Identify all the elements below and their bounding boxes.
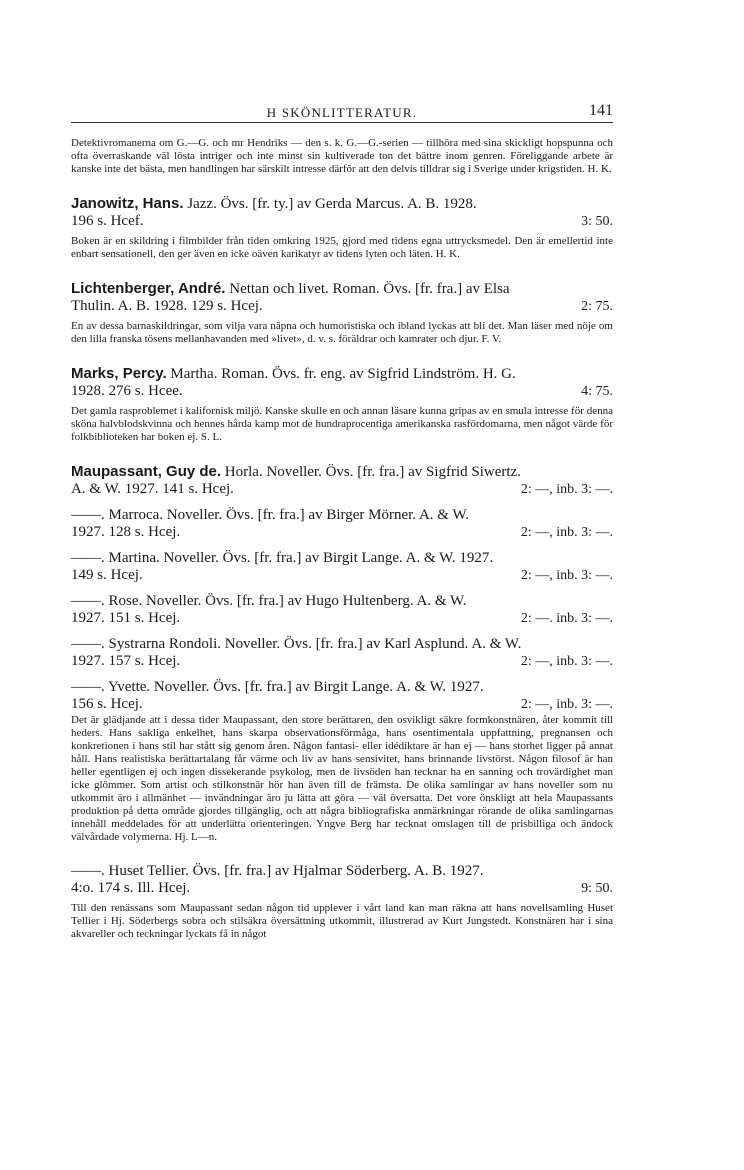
bibliographic-entry (71, 679, 613, 713)
entry-meta-line (71, 696, 613, 713)
entry-title-line: ——. Martina. Noveller. Övs. [fr. fra.] av Birgit Lange. A. & W. 1927. (71, 550, 494, 566)
entry-meta: Thulin. A. B. 1928. 129 s. Hcej. (71, 298, 263, 314)
bibliographic-entry (71, 863, 613, 897)
entry-meta: 4:o. 174 s. Ill. Hcej. (71, 880, 191, 896)
entry-title-line: Martha. Roman. Övs. fr. eng. av Sigfrid Lindström. H. G. (166, 366, 516, 382)
review-text: Detektivromanerna om G.—G. och mr Hendriks — den s. k. G.—G.-serien — tillhöra med sina skickligt hopspunna och ofta överraskande väl lösta intriger och inte minst sin kultiverade ton det bättre inom genren. Föreliggande arbete är kanske inte det bästa, men handlingen har särskilt intresse därför att den delvis tilldrar sig i Sverige under krigstiden. H. K. (71, 137, 613, 175)
entry-price: 2: —, inb. 3: —. (520, 482, 613, 497)
entry-price: 4: 75. (581, 384, 613, 399)
entry-meta: A. & W. 1927. 141 s. Hcej. (71, 481, 234, 497)
entry-price: 2: —, inb. 3: —. (520, 568, 613, 583)
entry-meta-line (71, 880, 613, 897)
entry-meta: 196 s. Hcef. (71, 213, 144, 229)
entry-price: 2: —, inb. 3: —. (520, 525, 613, 540)
section-title: H SKÖNLITTERATUR. (266, 105, 418, 120)
page-number: 141 (589, 102, 613, 119)
entry-author: Janowitz, Hans. (71, 195, 184, 212)
entry-title-line: ——. Yvette. Noveller. Övs. [fr. fra.] av Birgit Lange. A. & W. 1927. (71, 679, 484, 695)
bibliographic-entry (71, 636, 613, 670)
bibliographic-entry (71, 365, 613, 400)
entry-price: 2: 75. (581, 299, 613, 314)
bibliographic-entry (71, 550, 613, 584)
bibliographic-entry (71, 463, 613, 498)
entry-title-line: ——. Marroca. Noveller. Övs. [fr. fra.] av Birger Mörner. A. & W. (71, 507, 469, 523)
review-text: En av dessa barnaskildringar, som vilja vara näpna och humoristiska och ibland lyckas att bli det. Man läser med nöje om den lilla franska tösens mellanhavanden med »livet», d. v. s. föräldrar och kamrater och djur. F. V. (71, 320, 613, 345)
entry-meta-line (71, 481, 613, 498)
bibliographic-entry (71, 507, 613, 541)
entry-price: 2: —. inb. 3: —. (520, 611, 613, 626)
entry-price: 3: 50. (581, 214, 613, 229)
entry-title-line: Jazz. Övs. [fr. ty.] av Gerda Marcus. A. B. 1928. (183, 196, 477, 212)
bibliographic-entry (71, 280, 613, 315)
entry-meta-line (71, 213, 613, 230)
bibliographic-entry (71, 593, 613, 627)
running-header (71, 100, 613, 123)
review-text: Det är glädjande att i dessa tider Maupassant, den store berättaren, den osvikligt säkre formkonstnären, åter kommit till heders. Hans sakliga enkelhet, hans skarpa observationsförmåga, hans osentimentala uppfattning, pregnansen och konkretionen i hans stil har stått sig genom åren. Någon fantasi- eller idédiktare är han ej — hans storhet ligger på annat håll. Hans realistiska berättartalang får värme och liv av hans sensivitet, hans brinnande livstörst. Någon filosof är han heller egentligen ej och ingen dissekerande psykolog, men de livsöden han tecknar ha en sanning och trovärdighet man icke glömmer. Som artist och stilkonstnär hör han även till de främsta. De olika samlingar av hans noveller som nu utkommit äro i allmänhet — invändningar äro ju lätta att göra — väl översatta. Det vore önskligt att hela Maupassants produktion på detta område gjordes tillgänglig, och att några bibliografiska anmärkningar rörande de olika samlingarnas innehåll meddelades för att underlätta orienteringen. Yngve Berg har tecknat omslagen till de prisbilliga och ändock välvårdade volymerna. Hj. L—n. (71, 714, 613, 843)
entry-author: Lichtenberger, André. (71, 280, 226, 297)
entry-meta-line (71, 383, 613, 400)
bibliographic-entry (71, 195, 613, 230)
entry-meta: 1927. 157 s. Hcej. (71, 653, 181, 669)
review-text: Till den renässans som Maupassant sedan någon tid upplever i vårt land kan man räkna att hans novellsamling Huset Tellier i Hj. Söderbergs sobra och stilsäkra översättning utkommit, illustrerad av Kurt Jungstedt. Konstnären har i sina akvareller och teckningar lyckats få in något (71, 902, 613, 940)
entry-title-line: ——. Systrarna Rondoli. Noveller. Övs. [fr. fra.] av Karl Asplund. A. & W. (71, 636, 522, 652)
page (71, 100, 613, 941)
entry-meta: 1927. 151 s. Hcej. (71, 610, 181, 626)
entry-meta-line (71, 567, 613, 584)
entry-author: Marks, Percy. (71, 365, 167, 382)
entry-meta: 1927. 128 s. Hcej. (71, 524, 181, 540)
entry-title-line: Horla. Noveller. Övs. [fr. fra.] av Sigfrid Siwertz. (221, 464, 521, 480)
entry-title-line: ——. Rose. Noveller. Övs. [fr. fra.] av Hugo Hultenberg. A. & W. (71, 593, 467, 609)
review-text: Boken är en skildring i filmbilder från tiden omkring 1925, gjord med tidens egna uttrycksmedel. Den är emellertid inte enbart sensationell, den ger även en icke oäven karikatyr av tidens lyten och läten. H. K. (71, 235, 613, 260)
entry-meta-line (71, 524, 613, 541)
entry-meta: 1928. 276 s. Hcee. (71, 383, 183, 399)
entry-author: Maupassant, Guy de. (71, 463, 222, 480)
entry-price: 2: —, inb. 3: —. (520, 697, 613, 712)
review-text: Det gamla rasproblemet i kalifornisk miljö. Kanske skulle en och annan läsare kunna gripas av en smula intresse för denna sköna halvblodskvinna och hennes hårda kamp mot de hundraprocentiga amerikanska rasfördomarna, men något värde för folkbiblioteken har boken ej. S. L. (71, 405, 613, 443)
entry-title-line: Nettan och livet. Roman. Övs. [fr. fra.] av Elsa (225, 281, 510, 297)
entry-title-line: ——. Huset Tellier. Övs. [fr. fra.] av Hjalmar Söderberg. A. B. 1927. (71, 863, 484, 879)
entry-meta-line (71, 298, 613, 315)
entry-meta-line (71, 653, 613, 670)
entry-price: 2: —, inb. 3: —. (520, 654, 613, 669)
entry-price: 9: 50. (581, 881, 613, 896)
entry-meta: 156 s. Hcej. (71, 696, 143, 712)
entry-meta: 149 s. Hcej. (71, 567, 143, 583)
entry-meta-line (71, 610, 613, 627)
